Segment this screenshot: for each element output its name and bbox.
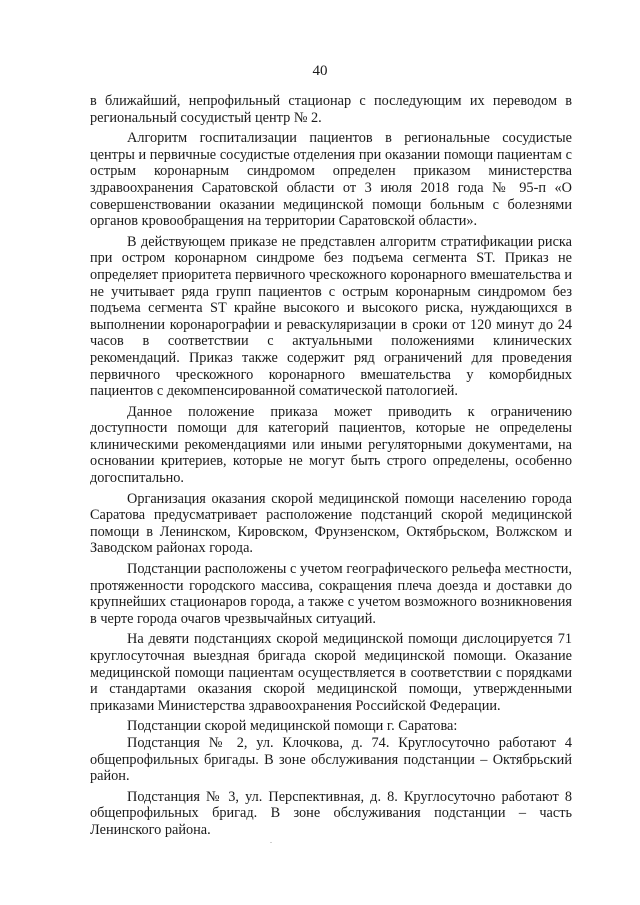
document-body [90, 93, 572, 843]
paragraph-ambulance-organization: Организация оказания скорой медицинской помощи населению города Саратова предусматривает расположение подстанций скорой медицинской помощи в Ленинском, Кировском, Фрунзенском, Октябрьском, Волжском и Заводском районах города. [90, 490, 572, 557]
page-number: 40 [312, 63, 328, 79]
scan-mark [270, 842, 272, 843]
paragraph-hospitalization-algorithm: Алгоритм госпитализации пациентов в региональные сосудистые центры и первичные сосудистые отделения при оказании помощи пациентам с острым коронарным синдромом определен приказом министерства здравоохранения Саратовской области от 3 июля 2018 года № 95-п «О совершенствовании оказании медицинской помощи больным с болезнями органов кровообращения на территории Саратовской области». [90, 130, 572, 230]
paragraph-access-restriction: Данное положение приказа может приводить к ограничению доступности помощи для категорий пациентов, которые не определены клиническими рекомендациями или иными регуляторными документами, на основании критериев, которые не могут быть строго определены, особенно догоспитально. [90, 403, 572, 487]
paragraph-substation-3: Подстанция № 3, ул. Перспективная, д. 8. Круглосуточно работают 8 общепрофильных бригад. В зоне обслуживания подстанции – часть Ленинского района. [90, 788, 572, 838]
paragraph-substations-heading: Подстанции скорой медицинской помощи г. Саратова: [127, 718, 458, 735]
paragraph-substation-location: Подстанции расположены с учетом географического рельефа местности, протяженности городского массива, сокращения плеча доезда и доставки до крупнейших стационаров города, а также с учетом возможного возникновения в черте города очагов чрезвычайных ситуаций. [90, 561, 572, 627]
paragraph-order-gaps: В действующем приказе не представлен алгоритм стратификации риска при остром коронарном синдроме без подъема сегмента ST. Приказ не определяет приоритета первичного чрескожного коронарного вмешательства и не учитывает ряда групп пациентов с острым коронарным синдромом без подъема сегмента ST крайне высокого и высокого риска, нуждающихся в выполнении коронарографии и реваскуляризации в сроки от 120 минут до 24 часов в соответствии с актуальными положениями клинических рекомендаций. Приказ также содержит ряд ограничений для проведения первичного чрескожного коронарного вмешательства у коморбидных пациентов с декомпенсированной соматической патологией. [90, 233, 572, 400]
paragraph-continuation: в ближайший, непрофильный стационар с последующим их переводом в региональный сосудистый центр № 2. [90, 93, 572, 126]
paragraph-brigades: На девяти подстанциях скорой медицинской помощи дислоцируется 71 круглосуточная выездная бригада скорой медицинской помощи. Оказание медицинской помощи пациентам осуществляется в соответствии с порядками и стандартами оказания скорой медицинской помощи, утвержденными приказами Министерства здравоохранения Российской Федерации. [90, 631, 572, 714]
paragraph-substation-2: Подстанция № 2, ул. Клочкова, д. 74. Круглосуточно работают 4 общепрофильных бригады. В зоне обслуживания подстанции – Октябрьский район. [90, 734, 572, 785]
